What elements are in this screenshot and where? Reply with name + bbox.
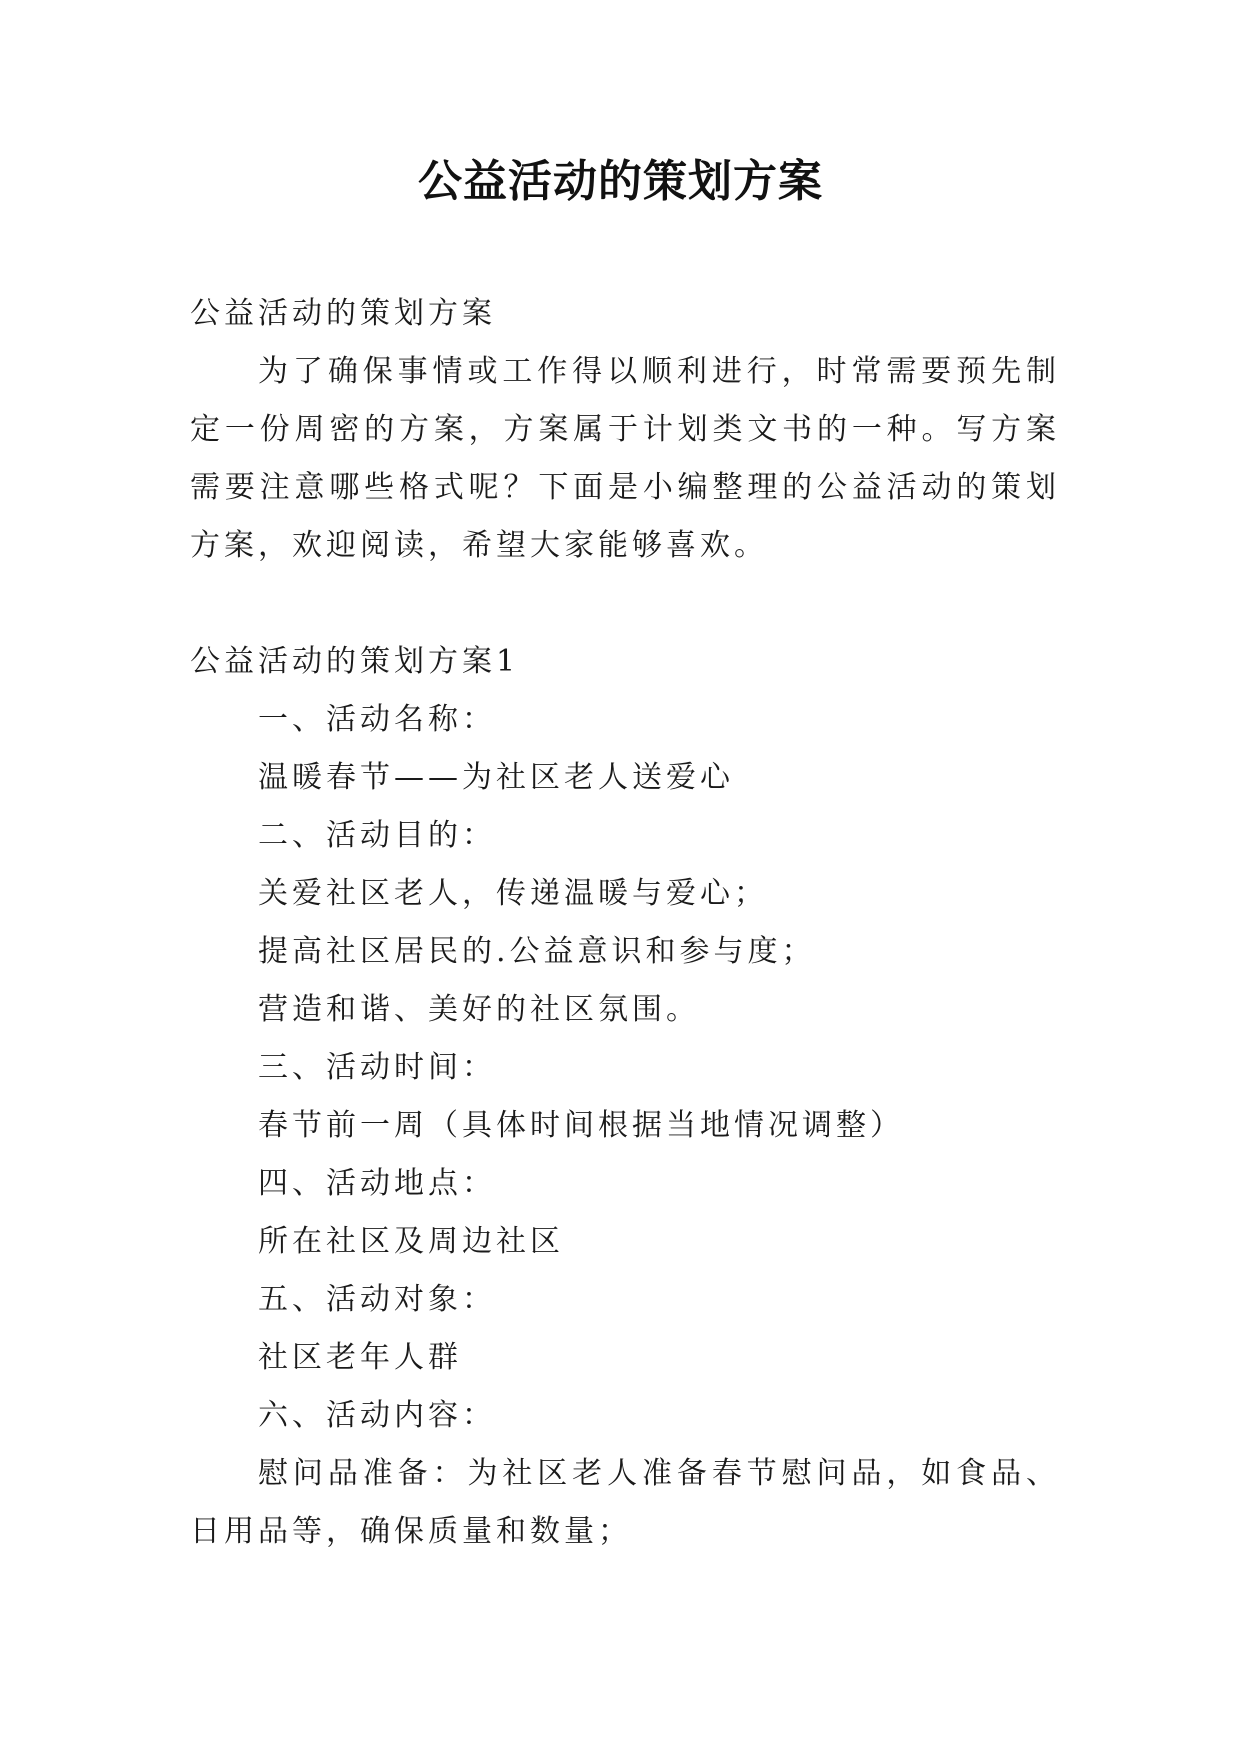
- purpose-item: 营造和谐、美好的社区氛围。: [258, 992, 700, 1027]
- activity-target: 社区老年人群: [258, 1340, 462, 1375]
- target-heading: 五、活动对象：: [258, 1282, 496, 1317]
- content-paragraph: 慰问品准备：为社区老人准备春节慰问品，如食品、日用品等，确保质量和数量；: [190, 1456, 1060, 1549]
- place-heading: 四、活动地点：: [258, 1166, 496, 1201]
- time-heading: 三、活动时间：: [258, 1050, 496, 1085]
- document-title: 公益活动的策划方案: [418, 156, 823, 207]
- subtitle: 公益活动的策划方案: [190, 296, 496, 331]
- section-heading: 公益活动的策划方案1: [190, 644, 520, 679]
- purpose-item: 关爱社区老人，传递温暖与爱心；: [258, 876, 768, 911]
- intro-paragraph: 为了确保事情或工作得以顺利进行，时常需要预先制定一份周密的方案，方案属于计划类文书的一种。写方案需要注意哪些格式呢？下面是小编整理的公益活动的策划方案，欢迎阅读，希望大家能够喜欢。: [190, 354, 1060, 563]
- document-body: [190, 285, 1060, 1561]
- purpose-item: 提高社区居民的.公益意识和参与度；: [258, 934, 816, 969]
- purpose-heading: 二、活动目的：: [258, 818, 496, 853]
- activity-place: 所在社区及周边社区: [258, 1224, 564, 1259]
- content-heading: 六、活动内容：: [258, 1398, 496, 1433]
- activity-time: 春节前一周（具体时间根据当地情况调整）: [258, 1108, 904, 1143]
- activity-name: 温暖春节——为社区老人送爱心: [258, 760, 734, 795]
- name-heading: 一、活动名称：: [258, 702, 496, 737]
